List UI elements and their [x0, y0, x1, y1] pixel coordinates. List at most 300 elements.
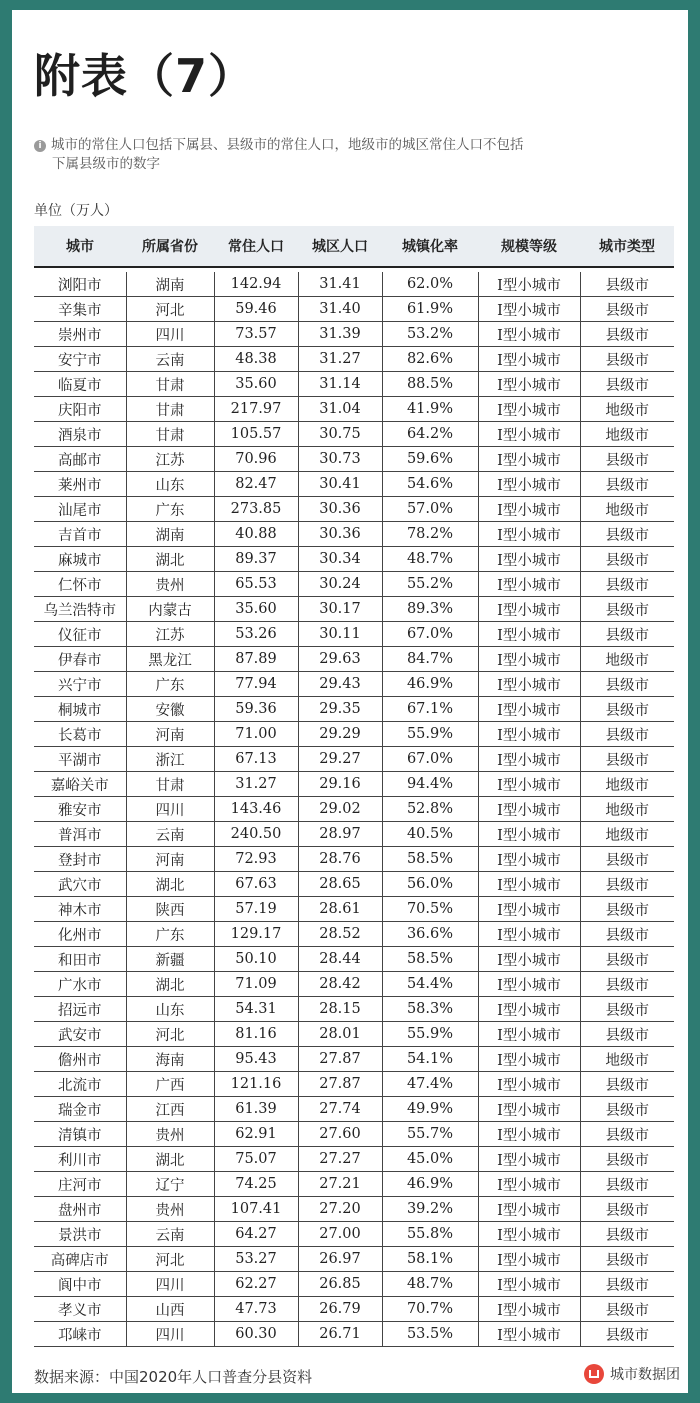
table-cell: 乌兰浩特市 [34, 597, 126, 622]
table-row [34, 497, 674, 522]
table-row [34, 622, 674, 647]
table-cell: Ⅰ型小城市 [478, 822, 580, 847]
table-cell: 28.52 [298, 922, 382, 947]
table-cell: 甘肃 [126, 372, 214, 397]
table-cell: 盘州市 [34, 1197, 126, 1222]
table-cell: 湖南 [126, 522, 214, 547]
table-cell: 县级市 [580, 847, 674, 872]
column-header: 城市类型 [580, 226, 674, 267]
table-cell: 湖北 [126, 547, 214, 572]
table-cell: 70.5% [382, 897, 478, 922]
table-cell: 莱州市 [34, 472, 126, 497]
table-cell: 36.6% [382, 922, 478, 947]
table-row [34, 1172, 674, 1197]
table-cell: 27.21 [298, 1172, 382, 1197]
table-cell: Ⅰ型小城市 [478, 322, 580, 347]
table-cell: 辽宁 [126, 1172, 214, 1197]
table-cell: 江苏 [126, 447, 214, 472]
table-row [34, 1197, 674, 1222]
table-row [34, 372, 674, 397]
table-cell: 77.94 [214, 672, 298, 697]
table-cell: 登封市 [34, 847, 126, 872]
table-cell: 嘉峪关市 [34, 772, 126, 797]
table-cell: 67.1% [382, 697, 478, 722]
table-cell: 72.93 [214, 847, 298, 872]
table-cell: 53.5% [382, 1322, 478, 1347]
table-cell: 山西 [126, 1297, 214, 1322]
page-title: 附表（7） [34, 49, 256, 103]
table-cell: 仪征市 [34, 622, 126, 647]
table-row [34, 1022, 674, 1047]
note-line1: 城市的常住人口包括下属县、县级市的常住人口，地级市的城区常住人口不包括 [51, 137, 524, 153]
table-cell: 55.2% [382, 572, 478, 597]
table-cell: 28.97 [298, 822, 382, 847]
table-cell: 40.88 [214, 522, 298, 547]
table-cell: 89.3% [382, 597, 478, 622]
table-cell: 81.16 [214, 1022, 298, 1047]
table-cell: 71.09 [214, 972, 298, 997]
table-cell: 70.7% [382, 1297, 478, 1322]
table-row [34, 447, 674, 472]
table-row [34, 947, 674, 972]
table-cell: 县级市 [580, 522, 674, 547]
table-row [34, 572, 674, 597]
table-cell: 67.13 [214, 747, 298, 772]
table-cell: 82.6% [382, 347, 478, 372]
table-cell: 30.17 [298, 597, 382, 622]
table-cell: 河北 [126, 1022, 214, 1047]
table-cell: 县级市 [580, 322, 674, 347]
table-row [34, 647, 674, 672]
table-cell: 地级市 [580, 822, 674, 847]
table-cell: 湖北 [126, 872, 214, 897]
table-row [34, 722, 674, 747]
table-row [34, 1147, 674, 1172]
table-row [34, 1122, 674, 1147]
table-row [34, 1222, 674, 1247]
table-cell: 陕西 [126, 897, 214, 922]
table-cell: 地级市 [580, 497, 674, 522]
table-cell: 55.9% [382, 722, 478, 747]
table-cell: 28.61 [298, 897, 382, 922]
table-cell: 四川 [126, 797, 214, 822]
table-cell: 地级市 [580, 397, 674, 422]
table-row [34, 1322, 674, 1347]
table-cell: 58.5% [382, 947, 478, 972]
table-cell: 地级市 [580, 797, 674, 822]
table-cell: 64.2% [382, 422, 478, 447]
table-cell: 安徽 [126, 697, 214, 722]
table-cell: Ⅰ型小城市 [478, 972, 580, 997]
table-cell: 高邮市 [34, 447, 126, 472]
table-cell: 平湖市 [34, 747, 126, 772]
table-cell: 普洱市 [34, 822, 126, 847]
table-cell: 31.04 [298, 397, 382, 422]
table-cell: 48.7% [382, 547, 478, 572]
table-cell: 甘肃 [126, 772, 214, 797]
table-cell: 浏阳市 [34, 272, 126, 297]
column-header: 城市 [34, 226, 126, 267]
table-cell: 贵州 [126, 1122, 214, 1147]
table-cell: 河北 [126, 1247, 214, 1272]
table-cell: 29.02 [298, 797, 382, 822]
table-cell: Ⅰ型小城市 [478, 547, 580, 572]
table-cell: Ⅰ型小城市 [478, 1047, 580, 1072]
table-cell: 清镇市 [34, 1122, 126, 1147]
table-cell: 41.9% [382, 397, 478, 422]
table-row [34, 347, 674, 372]
table-cell: 云南 [126, 347, 214, 372]
table-cell: 广东 [126, 497, 214, 522]
table-cell: 仁怀市 [34, 572, 126, 597]
table-row [34, 997, 674, 1022]
table-cell: 28.15 [298, 997, 382, 1022]
page-card [12, 10, 688, 1393]
table-cell: 县级市 [580, 1072, 674, 1097]
table-cell: 县级市 [580, 1247, 674, 1272]
table-cell: 54.4% [382, 972, 478, 997]
table-row [34, 672, 674, 697]
table-cell: 县级市 [580, 1272, 674, 1297]
table-cell: Ⅰ型小城市 [478, 947, 580, 972]
table-cell: 酒泉市 [34, 422, 126, 447]
table-cell: Ⅰ型小城市 [478, 1072, 580, 1097]
brand-name: 城市数据团 [610, 1367, 680, 1383]
table-cell: 70.96 [214, 447, 298, 472]
table-cell: 县级市 [580, 1222, 674, 1247]
table-cell: 67.0% [382, 622, 478, 647]
column-header: 城镇化率 [382, 226, 478, 267]
table-cell: 县级市 [580, 572, 674, 597]
table-cell: 四川 [126, 322, 214, 347]
table-cell: 县级市 [580, 972, 674, 997]
table-cell: 48.7% [382, 1272, 478, 1297]
table-cell: 北流市 [34, 1072, 126, 1097]
table-cell: Ⅰ型小城市 [478, 497, 580, 522]
table-row [34, 297, 674, 322]
table-cell: 广东 [126, 922, 214, 947]
table-cell: 云南 [126, 822, 214, 847]
table-cell: 县级市 [580, 997, 674, 1022]
table-cell: 和田市 [34, 947, 126, 972]
table-cell: 县级市 [580, 722, 674, 747]
table-cell: 30.73 [298, 447, 382, 472]
table-cell: 27.87 [298, 1047, 382, 1072]
note-line2: 下属县级市的数字 [52, 156, 160, 172]
table-cell: 78.2% [382, 522, 478, 547]
table-cell: 县级市 [580, 472, 674, 497]
table-cell: 黑龙江 [126, 647, 214, 672]
note [34, 136, 594, 174]
table-row [34, 797, 674, 822]
table-cell: Ⅰ型小城市 [478, 1222, 580, 1247]
table-row [34, 1072, 674, 1097]
table-cell: 县级市 [580, 347, 674, 372]
table-cell: 四川 [126, 1322, 214, 1347]
table-cell: 县级市 [580, 872, 674, 897]
table-cell: 县级市 [580, 897, 674, 922]
data-source: 数据来源：中国2020年人口普查分县资料 [34, 1368, 313, 1386]
table-cell: 57.0% [382, 497, 478, 522]
table-cell: 65.53 [214, 572, 298, 597]
table-cell: Ⅰ型小城市 [478, 1122, 580, 1147]
table-cell: 伊春市 [34, 647, 126, 672]
table-cell: 麻城市 [34, 547, 126, 572]
table-cell: 31.14 [298, 372, 382, 397]
table-cell: 30.24 [298, 572, 382, 597]
table-cell: 县级市 [580, 672, 674, 697]
table-cell: 地级市 [580, 647, 674, 672]
table-cell: Ⅰ型小城市 [478, 272, 580, 297]
table-cell: 74.25 [214, 1172, 298, 1197]
table-row [34, 272, 674, 297]
table-cell: 29.35 [298, 697, 382, 722]
table-cell: 71.00 [214, 722, 298, 747]
table-cell: 景洪市 [34, 1222, 126, 1247]
unit-label: 单位（万人） [34, 203, 118, 219]
table-cell: Ⅰ型小城市 [478, 522, 580, 547]
table-cell: 湖北 [126, 972, 214, 997]
table-cell: 84.7% [382, 647, 478, 672]
table-cell: 山东 [126, 997, 214, 1022]
table-cell: 29.16 [298, 772, 382, 797]
table-cell: 35.60 [214, 597, 298, 622]
table-cell: 招远市 [34, 997, 126, 1022]
table-cell: Ⅰ型小城市 [478, 1097, 580, 1122]
table-row [34, 822, 674, 847]
table-cell: Ⅰ型小城市 [478, 1172, 580, 1197]
table-cell: 73.57 [214, 322, 298, 347]
table-cell: 甘肃 [126, 422, 214, 447]
table-cell: Ⅰ型小城市 [478, 1297, 580, 1322]
table-cell: 273.85 [214, 497, 298, 522]
table-cell: 62.27 [214, 1272, 298, 1297]
table-cell: 31.39 [298, 322, 382, 347]
table-cell: Ⅰ型小城市 [478, 997, 580, 1022]
table-cell: 28.42 [298, 972, 382, 997]
table-cell: 26.71 [298, 1322, 382, 1347]
table-cell: 30.75 [298, 422, 382, 447]
table-cell: Ⅰ型小城市 [478, 597, 580, 622]
table-cell: Ⅰ型小城市 [478, 447, 580, 472]
table-cell: 27.00 [298, 1222, 382, 1247]
table-cell: 30.36 [298, 497, 382, 522]
table-cell: 64.27 [214, 1222, 298, 1247]
table-row [34, 1097, 674, 1122]
table-cell: 安宁市 [34, 347, 126, 372]
table-cell: Ⅰ型小城市 [478, 1197, 580, 1222]
table-cell: 29.43 [298, 672, 382, 697]
table-cell: 县级市 [580, 922, 674, 947]
table-cell: 48.38 [214, 347, 298, 372]
table-cell: 35.60 [214, 372, 298, 397]
table-cell: 31.27 [214, 772, 298, 797]
table-cell: 利川市 [34, 1147, 126, 1172]
data-table-wrap [34, 226, 674, 1347]
table-cell: 县级市 [580, 272, 674, 297]
table-cell: Ⅰ型小城市 [478, 922, 580, 947]
table-cell: 87.89 [214, 647, 298, 672]
table-cell: 兴宁市 [34, 672, 126, 697]
table-cell: 县级市 [580, 447, 674, 472]
table-row [34, 897, 674, 922]
table-cell: Ⅰ型小城市 [478, 647, 580, 672]
table-row [34, 922, 674, 947]
table-cell: Ⅰ型小城市 [478, 347, 580, 372]
table-cell: 四川 [126, 1272, 214, 1297]
table-cell: 儋州市 [34, 1047, 126, 1072]
table-cell: 广水市 [34, 972, 126, 997]
column-header: 城区人口 [298, 226, 382, 267]
table-cell: 神木市 [34, 897, 126, 922]
table-cell: Ⅰ型小城市 [478, 1022, 580, 1047]
table-cell: 142.94 [214, 272, 298, 297]
table-cell: 地级市 [580, 772, 674, 797]
table-cell: 27.60 [298, 1122, 382, 1147]
table-cell: 临夏市 [34, 372, 126, 397]
table-row [34, 422, 674, 447]
table-cell: 26.97 [298, 1247, 382, 1272]
info-icon: i [34, 140, 46, 152]
table-cell: 武安市 [34, 1022, 126, 1047]
table-cell: 29.63 [298, 647, 382, 672]
table-cell: 武穴市 [34, 872, 126, 897]
table-cell: Ⅰ型小城市 [478, 372, 580, 397]
table-cell: 46.9% [382, 672, 478, 697]
table-cell: 新疆 [126, 947, 214, 972]
table-cell: Ⅰ型小城市 [478, 622, 580, 647]
table-cell: 82.47 [214, 472, 298, 497]
table-cell: 瑞金市 [34, 1097, 126, 1122]
table-cell: Ⅰ型小城市 [478, 872, 580, 897]
table-cell: 62.91 [214, 1122, 298, 1147]
table-cell: 县级市 [580, 1322, 674, 1347]
table-cell: 59.36 [214, 697, 298, 722]
data-table [34, 226, 674, 1347]
table-cell: 56.0% [382, 872, 478, 897]
table-cell: 湖北 [126, 1147, 214, 1172]
table-cell: 县级市 [580, 1297, 674, 1322]
table-row [34, 472, 674, 497]
table-cell: 52.8% [382, 797, 478, 822]
table-cell: 40.5% [382, 822, 478, 847]
column-header: 规模等级 [478, 226, 580, 267]
table-cell: 辛集市 [34, 297, 126, 322]
table-cell: Ⅰ型小城市 [478, 772, 580, 797]
table-cell: 28.76 [298, 847, 382, 872]
table-cell: 汕尾市 [34, 497, 126, 522]
table-cell: 庄河市 [34, 1172, 126, 1197]
table-cell: 县级市 [580, 622, 674, 647]
table-header-row [34, 226, 674, 267]
table-cell: 浙江 [126, 747, 214, 772]
table-cell: 河南 [126, 847, 214, 872]
column-header: 所属省份 [126, 226, 214, 267]
table-cell: 孝义市 [34, 1297, 126, 1322]
table-cell: 29.29 [298, 722, 382, 747]
table-cell: 67.63 [214, 872, 298, 897]
table-cell: 95.43 [214, 1047, 298, 1072]
table-cell: 240.50 [214, 822, 298, 847]
table-cell: 27.74 [298, 1097, 382, 1122]
table-cell: 59.6% [382, 447, 478, 472]
table-row [34, 322, 674, 347]
table-cell: 27.27 [298, 1147, 382, 1172]
table-cell: 27.20 [298, 1197, 382, 1222]
table-cell: Ⅰ型小城市 [478, 472, 580, 497]
table-cell: 县级市 [580, 1097, 674, 1122]
brand [584, 1364, 680, 1384]
table-cell: 河北 [126, 297, 214, 322]
table-cell: 崇州市 [34, 322, 126, 347]
table-cell: 75.07 [214, 1147, 298, 1172]
table-cell: 28.01 [298, 1022, 382, 1047]
table-cell: 27.87 [298, 1072, 382, 1097]
table-cell: 内蒙古 [126, 597, 214, 622]
table-cell: 89.37 [214, 547, 298, 572]
table-cell: 94.4% [382, 772, 478, 797]
table-cell: 105.57 [214, 422, 298, 447]
table-cell: 县级市 [580, 747, 674, 772]
table-cell: 30.11 [298, 622, 382, 647]
table-cell: 海南 [126, 1047, 214, 1072]
table-cell: Ⅰ型小城市 [478, 1322, 580, 1347]
table-cell: 217.97 [214, 397, 298, 422]
table-cell: 29.27 [298, 747, 382, 772]
table-cell: 地级市 [580, 1047, 674, 1072]
table-cell: 县级市 [580, 1122, 674, 1147]
table-cell: 53.26 [214, 622, 298, 647]
table-cell: Ⅰ型小城市 [478, 572, 580, 597]
table-cell: 54.1% [382, 1047, 478, 1072]
table-cell: 62.0% [382, 272, 478, 297]
table-cell: 县级市 [580, 372, 674, 397]
table-cell: 60.30 [214, 1322, 298, 1347]
table-cell: 53.27 [214, 1247, 298, 1272]
table-cell: Ⅰ型小城市 [478, 747, 580, 772]
table-cell: 江西 [126, 1097, 214, 1122]
table-cell: Ⅰ型小城市 [478, 1147, 580, 1172]
table-cell: 广东 [126, 672, 214, 697]
table-cell: 县级市 [580, 1147, 674, 1172]
table-row [34, 847, 674, 872]
table-cell: 县级市 [580, 1172, 674, 1197]
table-row [34, 1247, 674, 1272]
column-header: 常住人口 [214, 226, 298, 267]
table-cell: Ⅰ型小城市 [478, 897, 580, 922]
table-cell: 58.3% [382, 997, 478, 1022]
table-cell: 江苏 [126, 622, 214, 647]
table-cell: Ⅰ型小城市 [478, 297, 580, 322]
table-cell: 57.19 [214, 897, 298, 922]
table-cell: 61.9% [382, 297, 478, 322]
table-body [34, 267, 674, 1347]
table-row [34, 972, 674, 997]
table-cell: 雅安市 [34, 797, 126, 822]
table-cell: 59.46 [214, 297, 298, 322]
table-cell: 河南 [126, 722, 214, 747]
table-cell: 30.41 [298, 472, 382, 497]
table-cell: 县级市 [580, 597, 674, 622]
brand-logo-icon [584, 1364, 604, 1384]
table-row [34, 522, 674, 547]
table-cell: Ⅰ型小城市 [478, 422, 580, 447]
table-cell: 化州市 [34, 922, 126, 947]
table-cell: 58.5% [382, 847, 478, 872]
table-cell: 88.5% [382, 372, 478, 397]
table-cell: Ⅰ型小城市 [478, 672, 580, 697]
table-cell: 31.27 [298, 347, 382, 372]
